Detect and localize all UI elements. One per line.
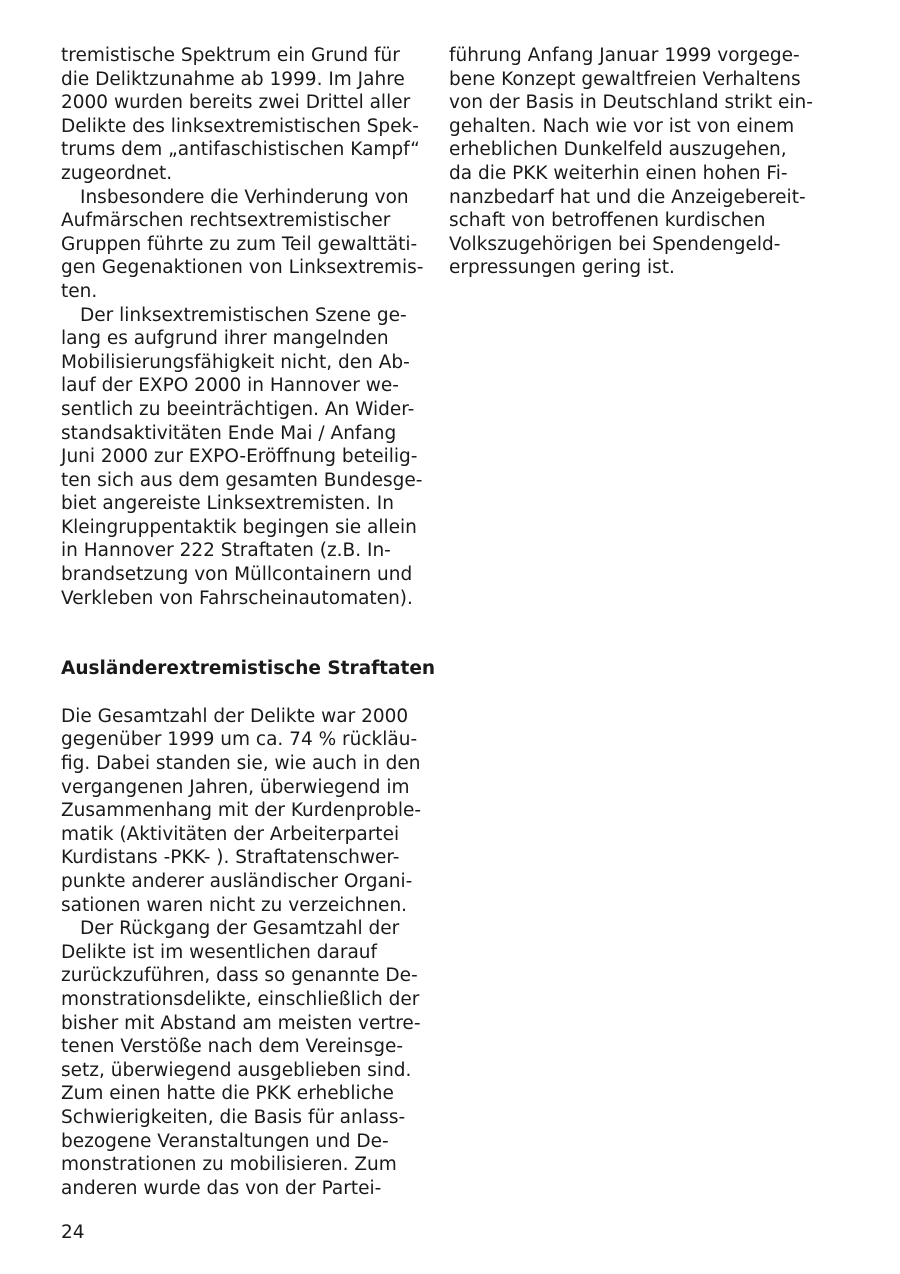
text-line: punkte anderer ausländischer Organi-: [61, 871, 413, 892]
text-line: Der Rückgang der Gesamtzahl der: [80, 918, 400, 940]
text-line: führung Anfang Januar 1999 vorgege-: [449, 45, 800, 66]
text-line: anderen wurde das von der Partei-: [61, 1177, 382, 1199]
page-number: 24: [61, 1222, 85, 1243]
text-line: 2000 wurden bereits zwei Drittel aller: [61, 92, 411, 114]
text-line: nanzbedarf hat und die Anzeigebereit-: [449, 186, 806, 208]
text-line: Volkszugehörigen bei Spendengeld-: [449, 233, 781, 255]
text-line: Delikte ist im wesentlichen darauf: [61, 941, 378, 963]
text-line: gen Gegenaktionen von Linksextremis-: [61, 257, 424, 279]
text-line: da die PKK weiterhin einen hohen Fi-: [449, 162, 788, 184]
text-line: Aufmärschen rechtsextremistischer: [61, 210, 391, 232]
text-line: Insbesondere die Verhinderung von: [80, 186, 409, 208]
text-line: die Deliktzunahme ab 1999. Im Jahre: [61, 68, 405, 90]
text-line: sationen waren nicht zu verzeichnen.: [61, 894, 408, 916]
text-line: monstrationen zu mobilisieren. Zum: [61, 1154, 397, 1176]
text-line: schaft von betroffenen kurdischen: [449, 210, 766, 232]
text-line: gegenüber 1999 um ca. 74 % rückläu-: [61, 729, 418, 751]
right-column: [449, 44, 819, 280]
text-line: Delikte des linksextremistischen Spek-: [61, 115, 419, 137]
text-line: sentlich zu beeinträchtigen. An Wider-: [61, 398, 415, 420]
text-line: Schwierigkeiten, die Basis für anlass-: [61, 1106, 406, 1128]
text-line: lang es aufgrund ihrer mangelnden: [61, 328, 389, 350]
text-line: erpressungen gering ist.: [449, 257, 675, 279]
text-line: vergangenen Jahren, überwiegend im: [61, 776, 410, 798]
text-line: Verkleben von Fahrscheinautomaten).: [61, 587, 413, 609]
text-line: matik (Aktivitäten der Arbeiterpartei: [61, 823, 400, 845]
text-line: biet angereiste Linksextremisten. In: [61, 493, 394, 515]
text-line: Zum einen hatte die PKK erhebliche: [61, 1083, 394, 1105]
section-heading: Ausländerextremistische Straftaten: [61, 658, 436, 680]
text-line: von der Basis in Deutschland strikt ein-: [449, 92, 813, 114]
text-line: monstrationsdelikte, einschließlich der: [61, 988, 420, 1010]
text-line: Zusammenhang mit der Kurdenproble-: [61, 800, 422, 822]
text-line: brandsetzung von Müllcontainern und: [61, 564, 413, 586]
text-line: Mobilisierungsfähigkeit nicht, den Ab-: [61, 351, 410, 373]
text-line: bisher mit Abstand am meisten vertre-: [61, 1012, 421, 1034]
text-line: in Hannover 222 Straftaten (z.B. In-: [61, 540, 391, 562]
paragraph: [61, 917, 421, 1200]
text-line: Der linksextremistischen Szene ge-: [80, 304, 407, 326]
paragraph: [61, 186, 424, 304]
text-line: zugeordnet.: [61, 162, 173, 184]
text-line: gehalten. Nach wie vor ist von einem: [449, 115, 795, 137]
paragraph: [61, 705, 421, 917]
text-line: erheblichen Dunkelfeld auszugehen,: [449, 139, 787, 161]
text-line: ten sich aus dem gesamten Bundesge-: [61, 469, 423, 491]
text-line: setz, überwiegend ausgeblieben sind.: [61, 1059, 412, 1081]
text-line: bezogene Veranstaltungen und De-: [61, 1130, 389, 1152]
text-line: zurückzuführen, dass so genannte De-: [61, 965, 418, 987]
left-column: [61, 44, 436, 1200]
text-line: fig. Dabei standen sie, wie auch in den: [61, 753, 421, 775]
paragraph: [449, 44, 819, 280]
text-line: Die Gesamtzahl der Delikte war 2000: [61, 705, 409, 727]
text-line: Gruppen führte zu zum Teil gewalttäti-: [61, 233, 418, 255]
text-line: Kleingruppentaktik begingen sie allein: [61, 516, 417, 538]
text-line: bene Konzept gewaltfreien Verhaltens: [449, 68, 801, 90]
text-line: standsaktivitäten Ende Mai / Anfang: [61, 422, 397, 444]
paragraph: [61, 44, 421, 186]
text-line: tenen Verstöße nach dem Vereinsge-: [61, 1036, 404, 1058]
paragraph: [61, 304, 421, 611]
text-line: trums dem „antifaschistischen Kampf“: [61, 139, 420, 161]
text-line: Juni 2000 zur EXPO-Eröffnung beteilig-: [61, 446, 418, 468]
text-line: lauf der EXPO 2000 in Hannover we-: [61, 375, 399, 397]
text-line: ten.: [61, 280, 98, 302]
text-line: tremistische Spektrum ein Grund für: [61, 45, 400, 66]
text-line: Kurdistans -PKK- ). Straftatenschwer-: [61, 847, 400, 869]
